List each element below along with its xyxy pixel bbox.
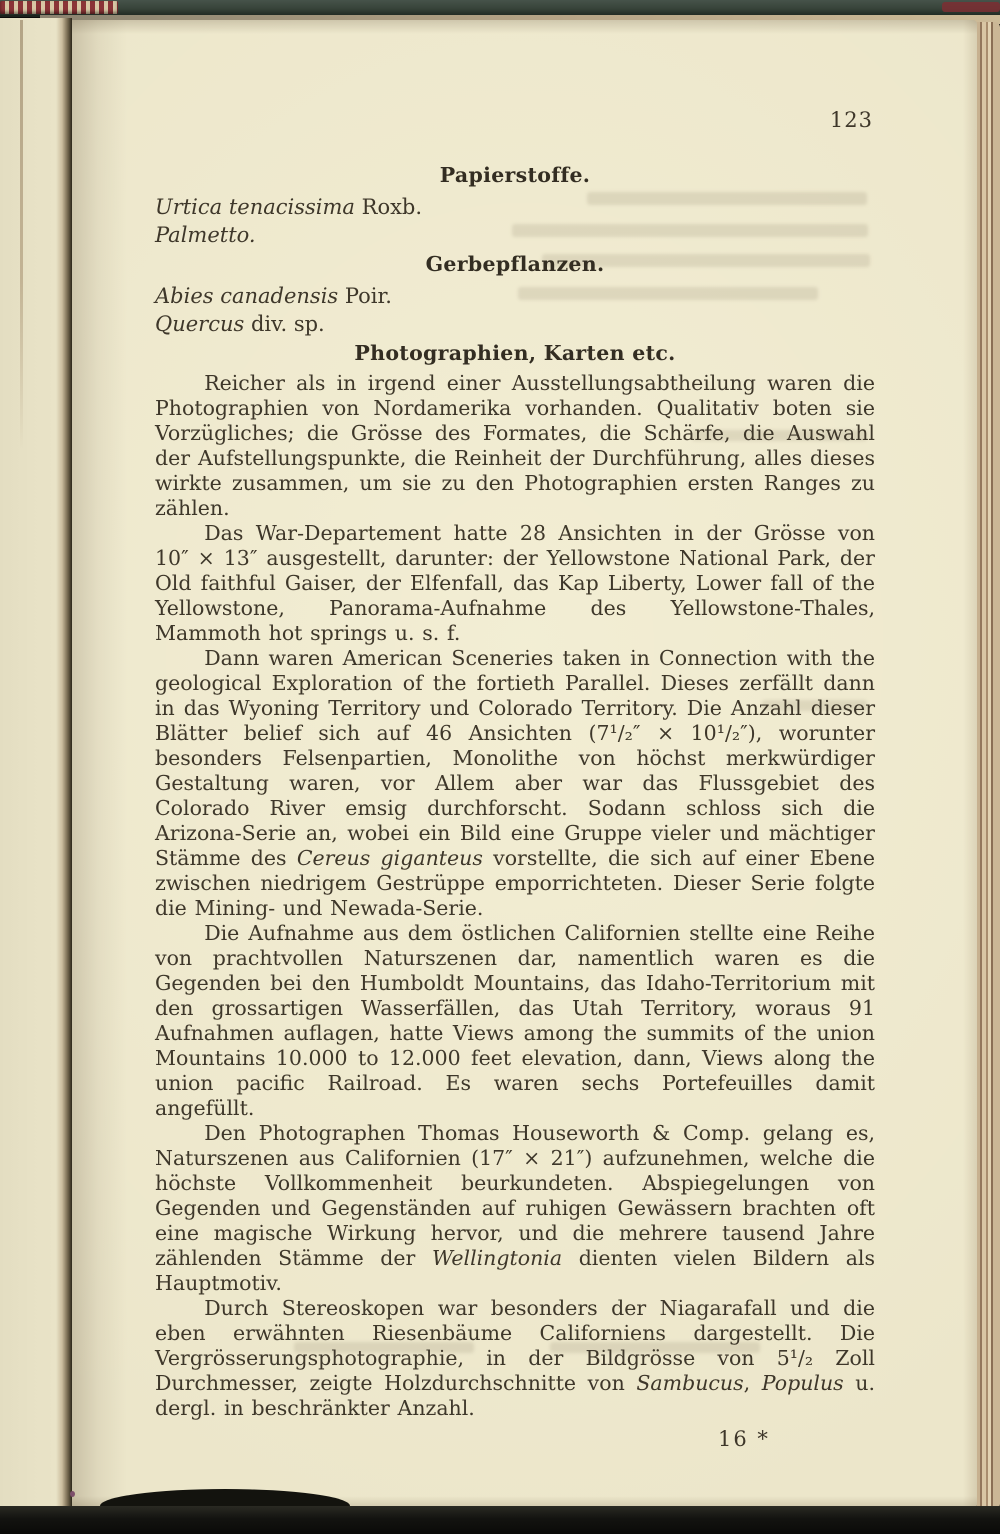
body-paragraph: Dann waren American Sceneries taken in Connection with the geological Exploration of the fortieth Parallel. Dieses zerfällt dann in das Wyoning Territory und Colorado Territory. Die Anzahl dieser Blätter belief sich auf 46 Ansichten (7¹/₂″ × 10¹/₂″), worunter besonders Felsenpartien, Monolithe von höchst merkwürdiger Gestaltung waren, vor Allem aber war das Flussgebiet des Colorado River emsig durchforscht. Sodann schloss sich die Arizona-Serie an, wobei ein Bild eine Gruppe vieler und mächtiger Stämme des Cereus giganteus vorstellte, die sich auf einer Ebene zwischen niedrigem Gestrüppe emporrichteten. Dieser Serie folgte die Mining- und Newada-Serie. bbox=[155, 646, 875, 920]
photo-background bbox=[0, 1506, 1000, 1534]
signature-mark: 16 * bbox=[718, 1427, 770, 1451]
headband-right-edge bbox=[942, 2, 1000, 12]
section-heading: Photographien, Karten etc. bbox=[354, 341, 676, 365]
species-line: Urtica tenacissima Roxb. bbox=[155, 195, 423, 219]
page-content bbox=[155, 164, 875, 1421]
headband-speck bbox=[70, 1491, 75, 1497]
species-line: Quercus div. sp. bbox=[155, 312, 325, 336]
page-number: 123 bbox=[829, 108, 873, 132]
body-paragraph: Den Photographen Thomas Houseworth & Comp. gelang es, Naturszenen aus Californien (17″ × 21″) aufzunehmen, welche die höchste Vollkommenheit beurkundeten. Abspiegelungen von Gegenden und Gegenständen auf ruhigen Gewässern brachten oft eine magische Wirkung hervor, und die mehrere tausend Jahre zählenden Stämme der Wellingtonia dienten vielen Bildern als Hauptmotiv. bbox=[155, 1121, 875, 1295]
section-heading: Gerbepflanzen. bbox=[425, 252, 605, 276]
body-paragraph: Das War-Departement hatte 28 Ansichten in der Grösse von 10″ × 13″ ausgestellt, darunter: der Yellowstone National Park, der Old faithful Gaiser, der Elfenfall, das Kap Liberty, Lower fall of the Yellowstone, Panorama-Aufnahme des Yellowstone-Thales, Mammoth hot springs u. s. f. bbox=[155, 521, 875, 645]
section-heading: Papierstoffe. bbox=[439, 163, 591, 187]
body-paragraph: Durch Stereoskopen war besonders der Niagarafall und die eben erwähnten Riesenbäume Californiens dargestellt. Die Vergrösserungsphotographie, in der Bildgrösse von 5¹/₂ Zoll Durchmesser, zeigte Holzdurchschnitte von Sambucus, Populus u. dergl. in beschränkter Anzahl. bbox=[155, 1296, 876, 1420]
page-text-column bbox=[155, 108, 875, 1451]
species-line: Palmetto. bbox=[155, 223, 256, 247]
fore-edge-page-stack bbox=[977, 22, 1000, 1508]
headband-stripes bbox=[0, 1, 118, 14]
body-paragraph: Reicher als in irgend einer Ausstellungsabtheilung waren die Photographien von Nordamerika vorhanden. Qualitativ boten sie Vorzügliches; die Grösse des Formates, die Schärfe, die Auswahl der Aufstellungspunkte, die Reinheit der Durchführung, alles dieses wirkte zusammen, um sie zu den Photographien ersten Ranges zu zählen. bbox=[155, 371, 875, 520]
species-line: Abies canadensis Poir. bbox=[155, 284, 392, 308]
body-paragraph: Die Aufnahme aus dem östlichen Californien stellte eine Reihe von prachtvollen Naturszenen dar, namentlich waren es die Gegenden bei den Humboldt Mountains, das Idaho-Territorium mit den grossartigen Wasserfällen, das Utah Territory, woraus 91 Aufnahmen auflagen, hatte Views among the summits of the union Mountains 10.000 to 12.000 feet elevation, dann, Views along the union pacific Railroad. Es waren sechs Portefeuilles damit angefüllt. bbox=[155, 921, 875, 1120]
facing-page-edge bbox=[0, 18, 72, 1510]
facing-page-edge-line bbox=[20, 20, 23, 450]
book-page bbox=[72, 20, 977, 1508]
